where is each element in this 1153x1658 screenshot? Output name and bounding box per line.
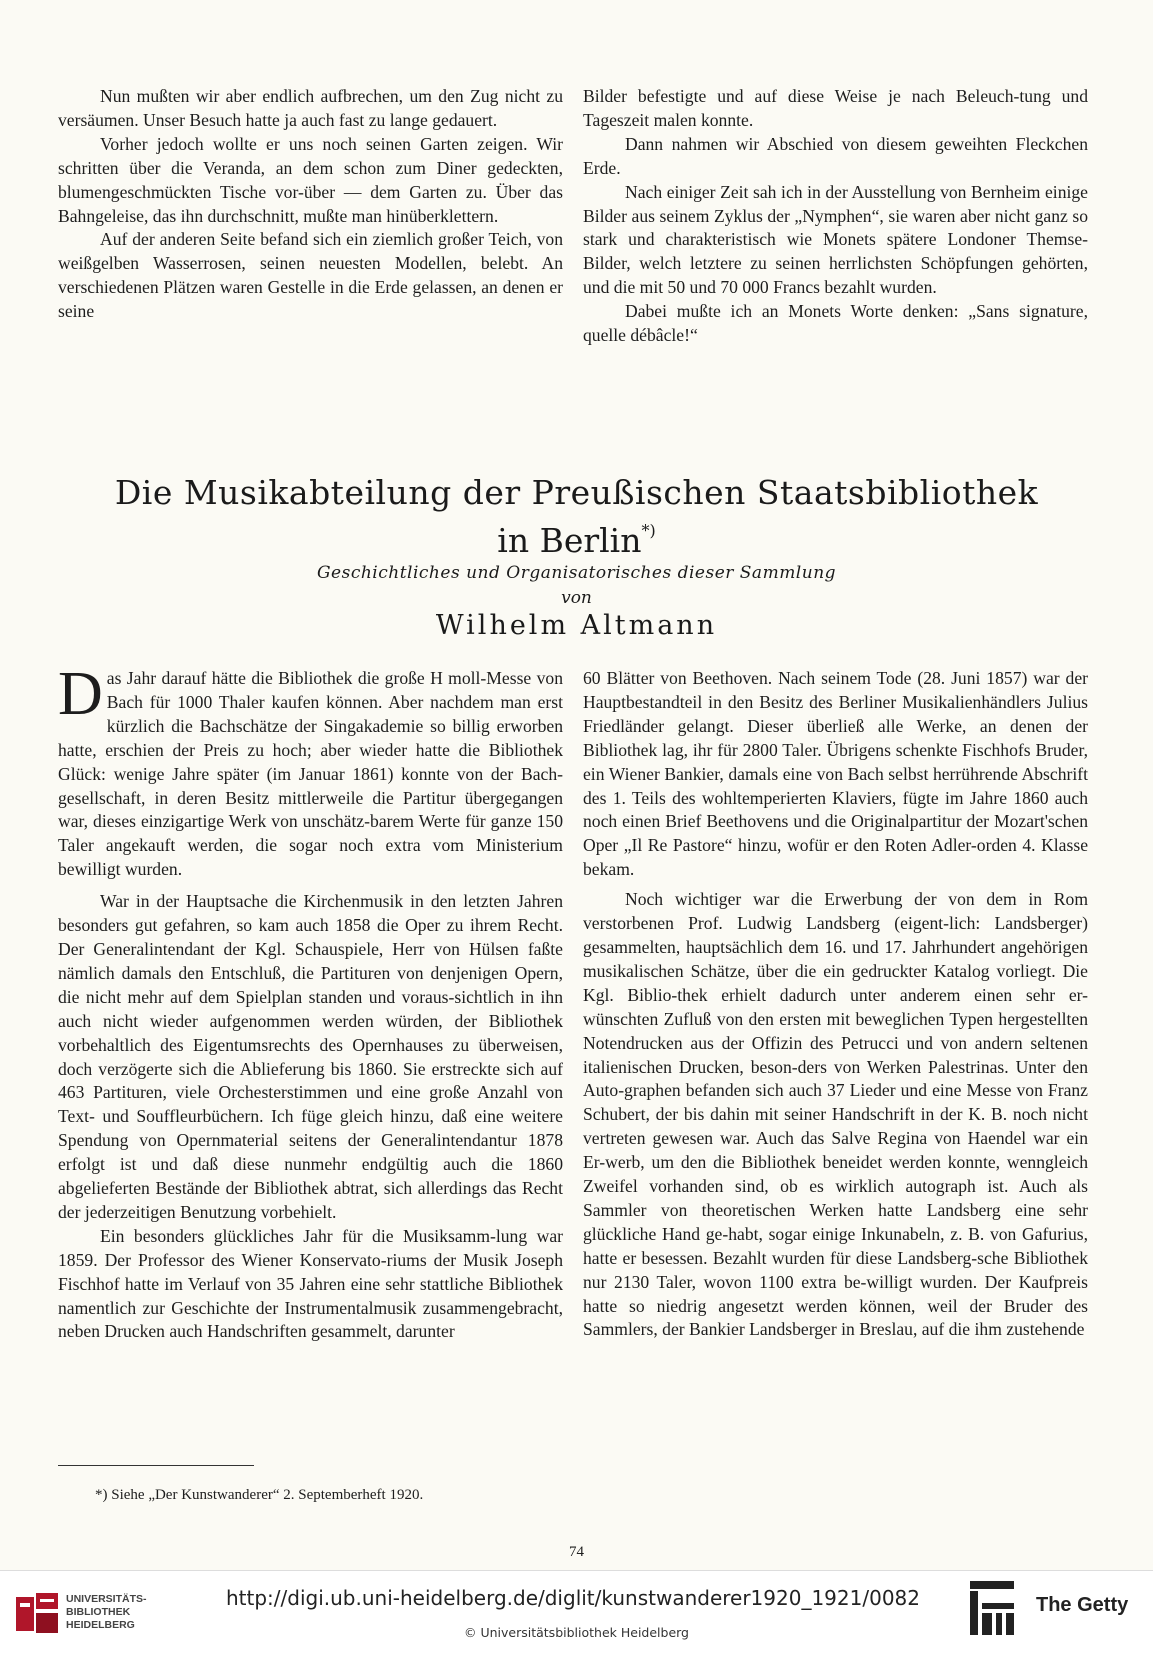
page-number: 74 <box>569 1544 584 1560</box>
article-title-line-1: Die Musikabteilung der Preußischen Staatsbibliothek <box>114 473 1039 512</box>
top-left-column <box>58 85 563 324</box>
getty-label: The Getty <box>1036 1594 1129 1616</box>
institution-line: HEIDELBERG <box>66 1619 135 1631</box>
paragraph: Dabei mußte ich an Monets Worte denken: „Sans signature, quelle débâcle!“ <box>583 301 1088 346</box>
paragraph-text: as Jahr darauf hätte die Bibliothek die große H moll-Messe von Bach für 1000 Thaler kaufen können. Aber nachdem man erst kürzlich die Bachschätze der Singakademie so billig erworben hatte, erschien der Preis zu hoch; aber wieder hatte die Bibliothek Glück: wenige Jahre später (im Januar 1861) konnte von der Bach-gesellschaft, in deren Besitz mittlerweile die Partitur übergegangen war, dieses einzigartige Werk von unschätz-barem Werte für ganze 150 Taler angekauft werden, die sogar noch extra vom Ministerium bewilligt wurden. <box>58 668 563 880</box>
footnote-rule <box>58 1465 254 1466</box>
title-text: in Berlin <box>497 521 642 560</box>
bottom-right-column <box>583 667 1088 1342</box>
paragraph: Bilder befestigte und auf diese Weise je nach Beleuch-tung und Tageszeit malen konnte. <box>583 86 1088 130</box>
article-subtitle: Geschichtliches und Organisatorisches dieser Sammlung <box>316 563 837 583</box>
paragraph: War in der Hauptsache die Kirchenmusik in den letzten Jahren besonders gut gefahren, so kam auch 1858 die Oper zu ihrem Recht. Der Generalintendant der Kgl. Schauspiele, Herr von Hülsen faßte nämlich damals den Entschluß, die Partituren von denjenigen Opern, die nicht mehr auf dem Spielplan standen und voraus-sichtlich in ihn auch nicht wieder aufgenommen werden würden, der Bibliothek vorbehaltlich des Eigentumsrechts des Opernhauses zu überweisen, doch verzögerte sich die Ablieferung bis 1860. Sie erstreckte sich auf 463 Partituren, viele Orchesterstimmen und eine große Anzahl von Text- und Souffleurbüchern. Ich füge gleich hinzu, daß eine weitere Spendung von Opernmaterial seitens der Generalintendantur 1878 erfolgt ist und daß diese nunmehr endgültig auch die 1860 abgelieferten Bestände der Bibliothek abtrat, sich allerdings das Recht der jederzeitigen Benutzung vorbehielt. <box>58 891 563 1222</box>
paragraph: Ein besonders glückliches Jahr für die Musiksamm-lung war 1859. Der Professor des Wiener Konservato-riums der Musik Joseph Fischhof hatte im Verlauf von 35 Jahren eine sehr stattliche Bibliothek namentlich zur Geschichte der Instrumentalmusik zusammengebracht, neben Drucken auch Handschriften gesammelt, darunter <box>58 1225 563 1342</box>
institution-line: UNIVERSITÄTS- <box>66 1593 147 1605</box>
drop-cap: D <box>58 660 103 728</box>
top-right-column <box>583 85 1088 348</box>
paragraph: Nach einiger Zeit sah ich in der Ausstellung von Bernheim einige Bilder aus seinem Zyklus der „Nymphen“, sie waren aber nicht ganz so stark und charakteristisch wie Monets spätere Londoner Themse-Bilder, welch letztere zu seinen herrlichsten Schöpfungen gehörten, und die mit 50 und 70 000 Francs bezahlt wurden. <box>583 181 1088 298</box>
permalink-url[interactable]: http://digi.ub.uni-heidelberg.de/diglit/kunstwanderer1920_1921/0082 <box>226 1586 920 1610</box>
footnote-mark: *) <box>641 521 656 540</box>
paragraph: Noch wichtiger war die Erwerbung der von dem in Rom verstorbenen Prof. Ludwig Landsberg (eigent-lich: Landsberger) gesammelten, hauptsächlich dem 16. und 17. Jahrhundert angehörigen musikalischen Schätze, über die ein gedruckter Katalog vorliegt. Die Kgl. Biblio-thek erhielt dadurch unter anderem einen sehr er-wünschten Zufluß von den ersten mit beweglichen Typen hergestellten Notendrucken aus der Offizin des Petrucci und von andern seltenen italienischen Drucken, beson-ders von Werken Palestrinas. Unter den Auto-graphen befanden sich auch 37 Lieder und eine Messe von Franz Schubert, der bis dahin mit seiner Handschrift in der K. B. noch nicht vertreten gewesen war. Auch das Salve Regina von Haendel war ein Er-werb, um den die Bibliothek beneidet werden konnte, wenngleich Zweifel vorhanden sind, ob es wirklich autograph ist. Auch als Sammler von theoretischen Werken hatte Landsberg eine sehr glückliche Hand ge-habt, sogar einige Inkunabeln, z. B. von Gafurius, hatte er besessen. Bezahlt wurden für diese Landsberg-sche Bibliothek nur 2130 Taler, wovon 1100 extra be-willigt wurden. Der Kaufpreis hatte so niedrig angesetzt werden können, weil der Bruder des Sammlers, der Bankier Landsberger in Breslau, auf die ihm zustehende <box>583 889 1088 1340</box>
byline-von: von <box>561 588 592 608</box>
copyright-notice: © Universitätsbibliothek Heidelberg <box>463 1625 689 1640</box>
author-name: Wilhelm Altmann <box>435 610 718 641</box>
footnote: *) Siehe „Der Kunstwanderer“ 2. Septemberheft 1920. <box>95 1487 424 1503</box>
paragraph: Dann nahmen wir Abschied von diesem geweihten Fleckchen Erde. <box>583 133 1088 178</box>
paragraph: Nun mußten wir aber endlich aufbrechen, um den Zug nicht zu versäumen. Unser Besuch hatte ja auch fast zu lange gedauert. <box>58 86 563 130</box>
getty-logo-icon <box>968 1579 1016 1641</box>
bottom-left-column <box>58 660 563 1344</box>
article-title-line-2 <box>0 521 1153 560</box>
paragraph: Vorher jedoch wollte er uns noch seinen Garten zeigen. Wir schritten über die Veranda, an dem schon zum Diner gedeckten, blumengeschmückten Tische vor-über — dem Garten zu. Über das Bahngeleise, das ihn durchschnitt, mußte man hinüberklettern. <box>58 133 563 226</box>
paragraph <box>58 660 563 882</box>
paragraph: 60 Blätter von Beethoven. Nach seinem Tode (28. Juni 1857) war der Hauptbestandteil in den Besitz des Berliner Musikalienhändlers Julius Friedländer gelangt. Dieser überließ alle Werke, an denen der Bibliothek lag, ihr für 2800 Taler. Übrigens schenkte Fischhofs Bruder, ein Wiener Bankier, damals eine von Bach selbst herrührende Abschrift des 1. Teils des wohltemperierten Klaviers, fügte im Jahre 1860 auch noch einen Brief Beethovens und die Originalpartitur der Mozart'schen Oper „Il Re Pastore“ hinzu, wofür er den Roten Adler-orden 4. Klasse bekam. <box>583 668 1088 880</box>
paragraph: Auf der anderen Seite befand sich ein ziemlich großer Teich, von weißgelben Wasserrosen, seinen neuesten Modellen, belebt. An verschiedenen Plätzen waren Gestelle in die Erde gelassen, an denen er seine <box>58 229 563 322</box>
footer-bar <box>0 1570 1153 1658</box>
institution-line: BIBLIOTHEK <box>66 1606 131 1618</box>
